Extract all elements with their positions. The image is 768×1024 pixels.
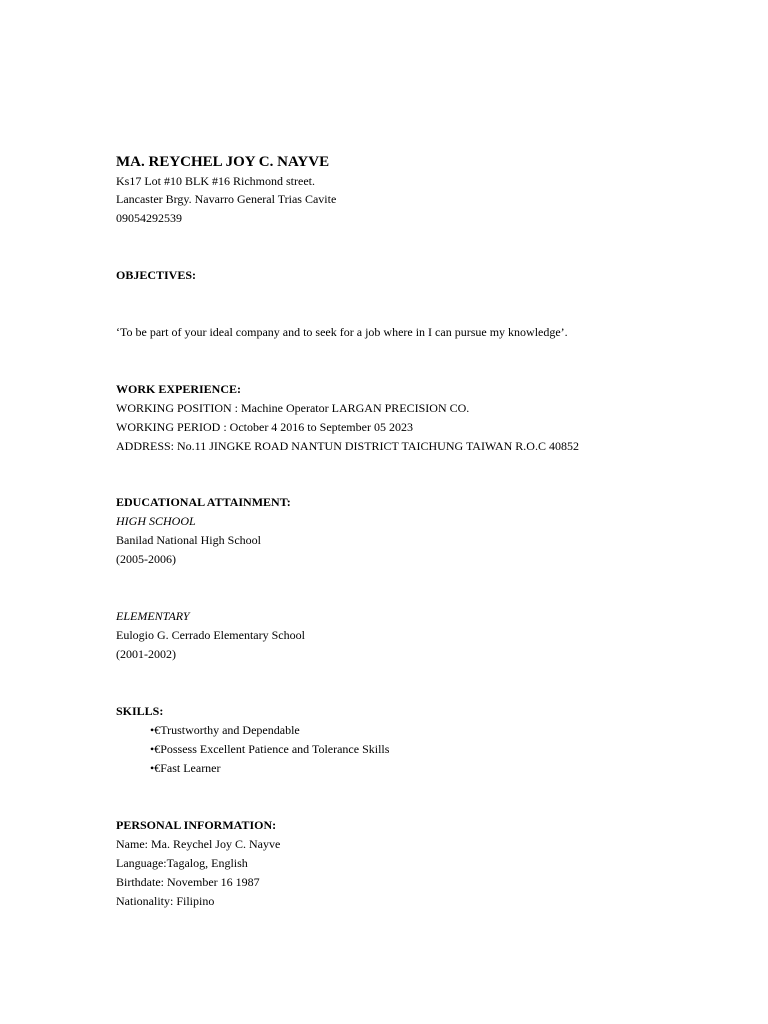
work-address: ADDRESS: No.11 JINGKE ROAD NANTUN DISTRICT TAICHUNG TAIWAN R.O.C 40852 bbox=[116, 439, 579, 453]
high-school-name: Banilad National High School bbox=[116, 533, 261, 547]
elementary-label: ELEMENTARY bbox=[116, 609, 190, 623]
personal-language: Language:Tagalog, English bbox=[116, 856, 248, 870]
personal-nationality: Nationality: Filipino bbox=[116, 894, 215, 908]
work-experience-heading: WORK EXPERIENCE: bbox=[116, 382, 242, 396]
work-position: WORKING POSITION : Machine Operator LARGAN PRECISION CO. bbox=[116, 401, 470, 415]
applicant-name: MA. REYCHEL JOY C. NAYVE bbox=[116, 154, 330, 170]
education-heading: EDUCATIONAL ATTAINMENT: bbox=[116, 495, 291, 509]
address-line-2: Lancaster Brgy. Navarro General Trias Cavite bbox=[116, 192, 337, 206]
skill-text: Trustworthy and Dependable bbox=[160, 723, 300, 737]
bullet-marker: •€ bbox=[150, 761, 161, 775]
address-line-1: Ks17 Lot #10 BLK #16 Richmond street. bbox=[116, 174, 315, 188]
objectives-heading: OBJECTIVES: bbox=[116, 268, 197, 282]
skill-text: Possess Excellent Patience and Tolerance Skills bbox=[160, 742, 390, 756]
skill-item bbox=[150, 759, 221, 778]
personal-birthdate: Birthdate: November 16 1987 bbox=[116, 875, 260, 889]
skill-text: Fast Learner bbox=[160, 761, 221, 775]
bullet-marker: •€ bbox=[150, 723, 161, 737]
skill-item bbox=[150, 721, 300, 740]
skill-item bbox=[150, 740, 389, 759]
bullet-marker: •€ bbox=[150, 742, 161, 756]
elementary-name: Eulogio G. Cerrado Elementary School bbox=[116, 628, 305, 642]
work-period: WORKING PERIOD : October 4 2016 to September 05 2023 bbox=[116, 420, 413, 434]
personal-name: Name: Ma. Reychel Joy C. Nayve bbox=[116, 837, 281, 851]
skills-heading: SKILLS: bbox=[116, 704, 164, 718]
objectives-text: ‘To be part of your ideal company and to seek for a job where in I can pursue my knowledge’. bbox=[116, 325, 568, 339]
high-school-label: HIGH SCHOOL bbox=[116, 514, 196, 528]
personal-info-heading: PERSONAL INFORMATION: bbox=[116, 818, 277, 832]
phone-number: 09054292539 bbox=[116, 211, 182, 225]
high-school-years: (2005-2006) bbox=[116, 552, 176, 566]
elementary-years: (2001-2002) bbox=[116, 647, 176, 661]
